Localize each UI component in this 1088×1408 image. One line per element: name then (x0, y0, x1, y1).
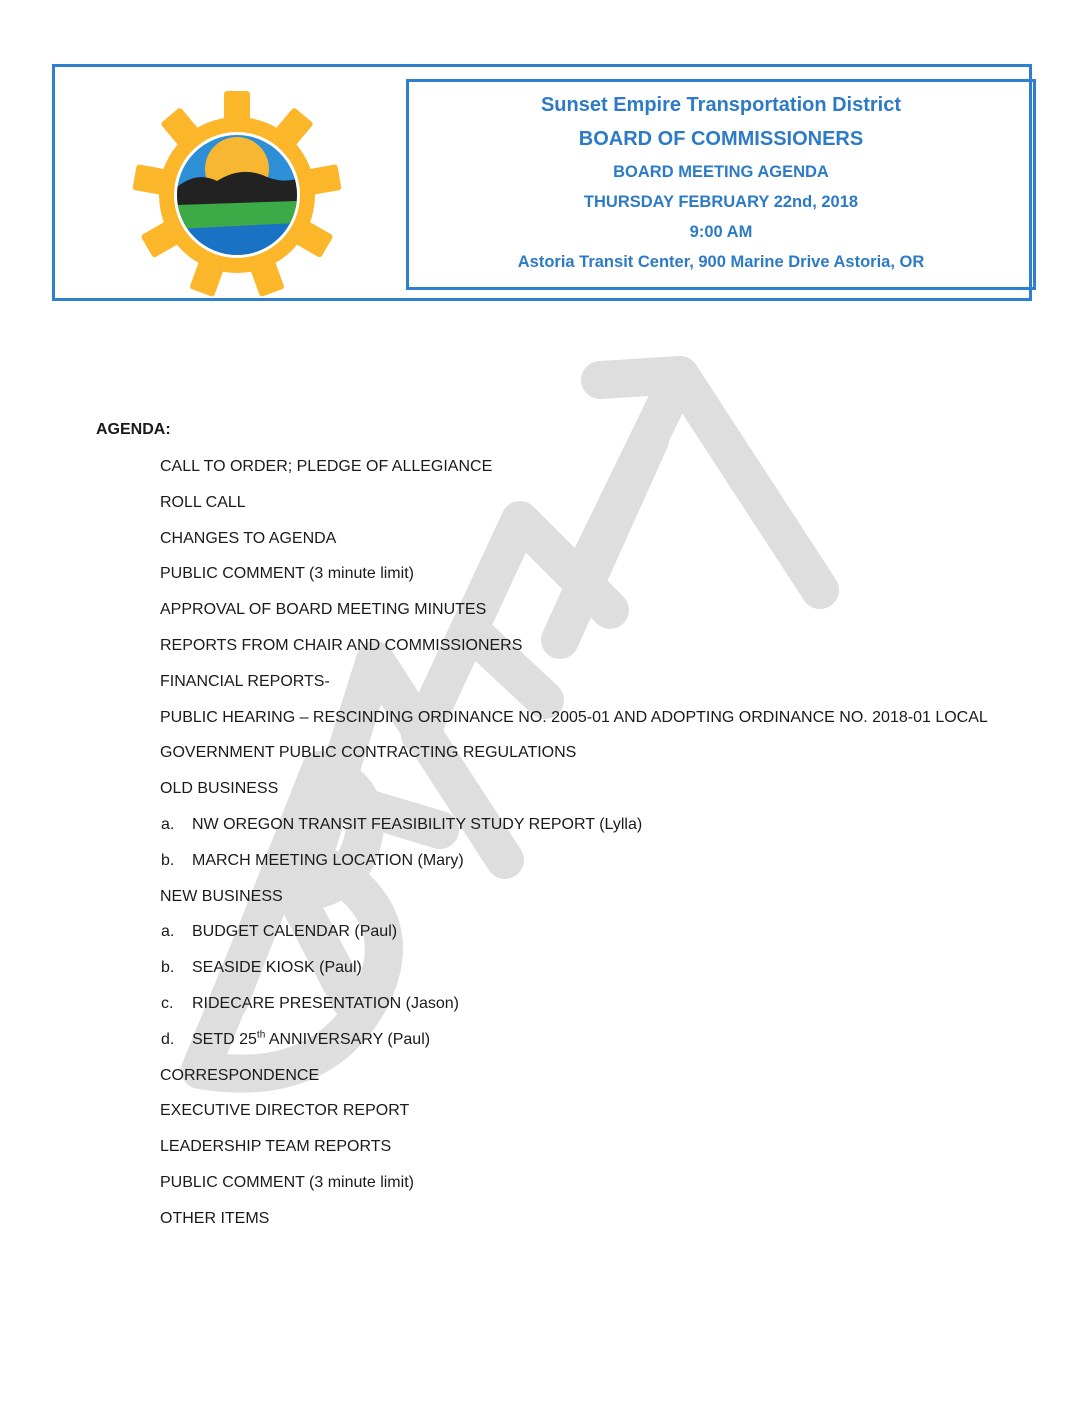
agenda-item-text: OTHER ITEMS (160, 1209, 270, 1227)
agenda-item-text: BUDGET CALENDAR (Paul) (192, 923, 398, 941)
agenda-item-text: CORRESPONDENCE (160, 1066, 320, 1084)
agenda-item-text: ROLL CALL (160, 493, 246, 511)
meeting-time: 9:00 AM (689, 223, 753, 241)
header-box (52, 64, 1032, 301)
agenda-item-text: PUBLIC HEARING – RESCINDING ORDINANCE NO. 2005-01 AND ADOPTING ORDINANCE NO. 2018-01 LOCAL (160, 708, 988, 726)
agenda-item-text: APPROVAL OF BOARD MEETING MINUTES (160, 601, 487, 619)
agenda-item-number: a. (161, 923, 175, 941)
agenda-item-number: b. (161, 851, 175, 869)
gear-landscape-logo-icon (131, 89, 343, 301)
agenda-item-text: EXECUTIVE DIRECTOR REPORT (160, 1102, 410, 1120)
meeting-location: Astoria Transit Center, 900 Marine Drive Astoria, OR (517, 253, 925, 271)
board-name: BOARD OF COMMISSIONERS (578, 128, 864, 150)
document-type: BOARD MEETING AGENDA (613, 163, 829, 181)
agenda-item-text: REPORTS FROM CHAIR AND COMMISSIONERS (160, 637, 523, 654)
agenda-item-text: NW OREGON TRANSIT FEASIBILITY STUDY REPORT (Lylla) (192, 816, 643, 833)
agenda-heading: AGENDA: (96, 421, 171, 438)
agenda-item-text: CHANGES TO AGENDA (160, 529, 337, 547)
agenda-item-text: GOVERNMENT PUBLIC CONTRACTING REGULATIONS (160, 744, 577, 762)
agenda-item-number: d. (161, 1030, 175, 1048)
agenda-item-text: MARCH MEETING LOCATION (Mary) (192, 851, 464, 869)
organization-name: Sunset Empire Transportation District (540, 94, 902, 116)
agenda-item-number: a. (161, 816, 175, 833)
ordinal-suffix: th (256, 1029, 266, 1041)
meeting-date: THURSDAY FEBRUARY 22nd, 2018 (583, 193, 859, 211)
title-block (406, 79, 1036, 290)
agenda-item-text: OLD BUSINESS (160, 780, 279, 798)
agenda-item-text: RIDECARE PRESENTATION (Jason) (192, 995, 460, 1012)
agenda-item-text: LEADERSHIP TEAM REPORTS (160, 1138, 392, 1156)
agenda-item-text: CALL TO ORDER; PLEDGE OF ALLEGIANCE (160, 458, 493, 475)
agenda-item-text: FINANCIAL REPORTS- (160, 672, 330, 690)
agenda-item-number: b. (161, 959, 175, 977)
agenda-item-number: c. (161, 995, 174, 1012)
agenda-item-text: SEASIDE KIOSK (Paul) (192, 959, 362, 977)
agenda-item-text: PUBLIC COMMENT (3 minute limit) (160, 1174, 414, 1191)
agenda-item-text: SETD 25th ANNIVERSARY (Paul) (192, 1029, 431, 1048)
agenda-item-text: NEW BUSINESS (160, 887, 283, 905)
agenda-item-text: PUBLIC COMMENT (3 minute limit) (160, 565, 414, 583)
